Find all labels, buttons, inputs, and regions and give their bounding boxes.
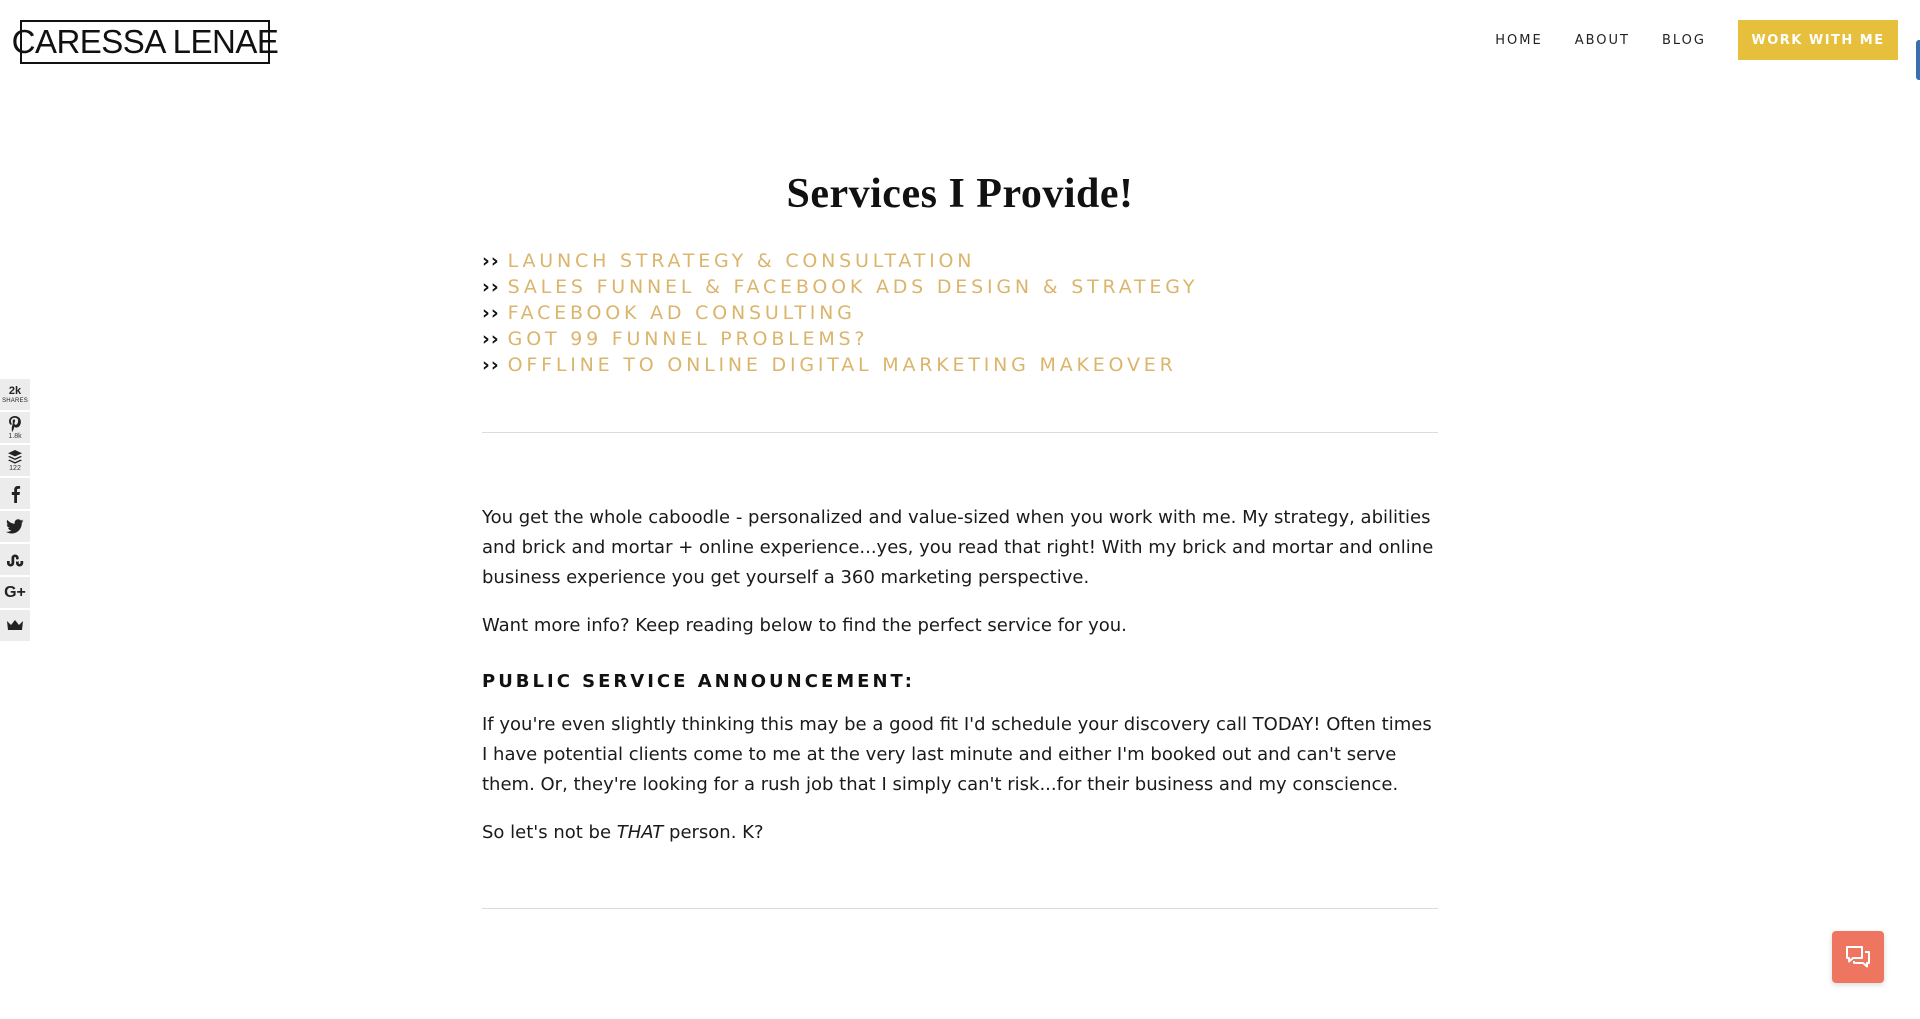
closing-paragraph — [482, 818, 1438, 848]
service-item — [482, 248, 1438, 274]
share-stumbleupon-button[interactable] — [0, 544, 30, 575]
closing-emphasis: THAT — [616, 822, 664, 843]
chat-bubble-icon — [1845, 945, 1871, 969]
share-pinterest-button[interactable] — [0, 412, 30, 443]
service-item — [482, 274, 1438, 300]
closing-text-end: person. K? — [663, 822, 764, 843]
site-logo[interactable]: CARESSA LENAE — [20, 20, 270, 64]
share-sumome-button[interactable] — [0, 610, 30, 641]
double-arrow-icon: ›› — [482, 354, 500, 376]
divider — [482, 432, 1438, 433]
divider — [482, 908, 1438, 909]
service-item — [482, 300, 1438, 326]
buffer-count: 122 — [9, 465, 21, 472]
main-content — [482, 170, 1438, 909]
share-total-count: 2k — [8, 384, 22, 397]
buffer-icon — [7, 449, 23, 465]
service-link-sales-funnel[interactable]: SALES FUNNEL & FACEBOOK ADS DESIGN & STRATEGY — [507, 276, 1199, 298]
nav-home[interactable]: HOME — [1495, 32, 1543, 48]
share-buffer-button[interactable] — [0, 445, 30, 476]
psa-heading: PUBLIC SERVICE ANNOUNCEMENT: — [482, 671, 916, 692]
main-nav — [1495, 20, 1898, 60]
stumbleupon-icon — [6, 553, 24, 567]
share-total-label: SHARES — [2, 397, 28, 404]
service-item — [482, 326, 1438, 352]
psa-paragraph: If you're even slightly thinking this may be a good fit I'd schedule your discovery call TODAY! Often times I have potential clients come to me at the very last minute and either I'm booked out and can't serve them. Or, they're looking for a rush job that I simply can't risk...for their business and my conscience. — [482, 714, 1432, 795]
services-list — [482, 248, 1438, 378]
facebook-icon — [9, 485, 21, 503]
more-info-paragraph: Want more info? Keep reading below to find the perfect service for you. — [482, 615, 1127, 636]
double-arrow-icon: ›› — [482, 328, 500, 350]
google-plus-icon: G+ — [4, 583, 26, 601]
social-share-bar — [0, 379, 30, 643]
service-link-launch-strategy[interactable]: LAUNCH STRATEGY & CONSULTATION — [507, 250, 976, 272]
double-arrow-icon: ›› — [482, 250, 500, 272]
edge-widget-tab[interactable] — [1916, 40, 1920, 80]
sumome-crown-icon — [6, 619, 24, 632]
service-link-digital-makeover[interactable]: OFFLINE TO ONLINE DIGITAL MARKETING MAKEOVER — [507, 354, 1177, 376]
share-google-plus-button[interactable] — [0, 577, 30, 608]
page-title: Services I Provide! — [786, 171, 1134, 217]
work-with-me-button[interactable]: WORK WITH ME — [1738, 20, 1898, 60]
share-twitter-button[interactable] — [0, 511, 30, 542]
intro-paragraph: You get the whole caboodle - personalized and value-sized when you work with me. My strategy, abilities and brick and mortar + online experience...yes, you read that right! With my brick and mortar and online business experience you get yourself a 360 marketing perspective. — [482, 507, 1434, 588]
pinterest-icon — [7, 415, 23, 433]
nav-about[interactable]: ABOUT — [1574, 32, 1630, 48]
double-arrow-icon: ›› — [482, 276, 500, 298]
pinterest-count: 1.8k — [8, 433, 22, 440]
service-item — [482, 352, 1438, 378]
closing-text-start: So let's not be — [482, 822, 617, 843]
share-facebook-button[interactable] — [0, 478, 30, 509]
twitter-icon — [6, 519, 24, 534]
nav-blog[interactable]: BLOG — [1661, 32, 1706, 48]
service-link-facebook-ad-consulting[interactable]: FACEBOOK AD CONSULTING — [507, 302, 856, 324]
service-link-funnel-problems[interactable]: GOT 99 FUNNEL PROBLEMS? — [507, 328, 869, 350]
chat-widget-button[interactable] — [1832, 931, 1884, 983]
intro-section — [482, 503, 1438, 848]
share-total — [0, 379, 30, 410]
double-arrow-icon: ›› — [482, 302, 500, 324]
